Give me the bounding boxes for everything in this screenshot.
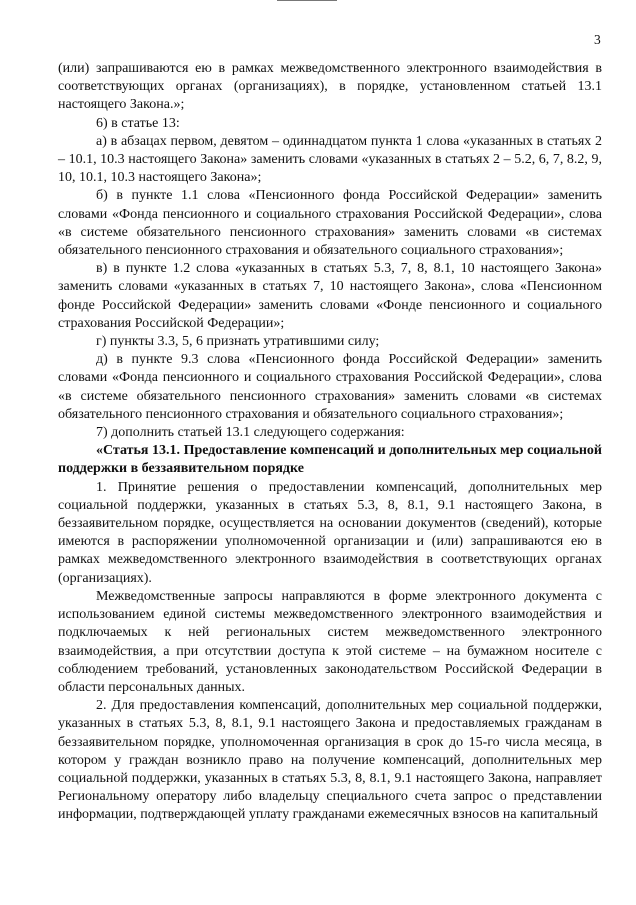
paragraph: б) в пункте 1.1 слова «Пенсионного фонда Российской Федерации» заменить словами «Фонда пенсионного и социального страхования Российской Федерации», слова «в системе обязательного пенсионного страхования» заменить словами «в системах обязательного пенсионного страхования и обязательного социального страхования»; <box>58 188 602 259</box>
document-body <box>58 60 602 825</box>
page-number: 3 <box>594 32 601 47</box>
paragraph: г) пункты 3.3, 5, 6 признать утратившими силу; <box>96 334 380 350</box>
paragraph: 1. Принятие решения о предоставлении компенсаций, дополнительных мер социальной поддержки, указанных в статьях 5.3, 8, 8.1, 9.1 настоящего Закона, в беззаявительном порядке, осуществляется на основании документов (сведений), которые имеются в распоряжении уполномоченной организации и (или) запрашиваются ею в рамках межведомственного электронного взаимодействия в соответствующих органах (организациях). <box>58 479 602 586</box>
top-rule <box>277 0 337 1</box>
paragraph: д) в пункте 9.3 слова «Пенсионного фонда Российской Федерации» заменить словами «Фонда пенсионного и социального страхования Российской Федерации», слова «в системе обязательного пенсионного страхования» заменить словами «в системах обязательного пенсионного страхования и обязательного социального страхования»; <box>58 352 602 422</box>
paragraph: 2. Для предоставления компенсаций, дополнительных мер социальной поддержки, указанных в статьях 5.3, 8, 8.1, 9.1 настоящего Закона и предоставляемых гражданам в беззаявительном порядке, уполномоченная организация в срок до 15-го числа месяца, в котором у граждан возникло право на получение компенсаций, дополнительных мер социальной поддержки, указанных в статьях 5.3, 8, 8.1, 9.1 настоящего Закона, направляет Региональному оператору либо владельцу специального счета запрос о представлении информации, подтверждающей уплату гражданами ежемесячных взносов на капитальный <box>58 698 602 823</box>
article-heading: «Статья 13.1. Предоставление компенсаций и дополнительных мер социальной поддержки в беззаявительном порядке <box>58 443 602 477</box>
paragraph: а) в абзацах первом, девятом – одиннадцатом пункта 1 слова «указанных в статьях 2 – 10.1, 10.3 настоящего Закона» заменить словами «указанных в статьях 2 – 5.2, 6, 7, 8.2, 9, 10, 10.1, 10.3 настоящего Закона»; <box>58 133 602 186</box>
paragraph: Межведомственные запросы направляются в форме электронного документа с использованием единой системы межведомственного электронного взаимодействия и подключаемых к ней региональных систем межведомственного электронного взаимодействия, а при отсутствии доступа к этой системе – на бумажном носителе с соблюдением требований, установленных законодательством Российской Федерации в области персональных данных. <box>58 588 602 695</box>
paragraph: 7) дополнить статьей 13.1 следующего содержания: <box>96 425 405 441</box>
paragraph: (или) запрашиваются ею в рамках межведомственного электронного взаимодействия в соответствующих органах (организациях), в порядке, установленном статьей 13.1 настоящего Закона.»; <box>58 61 602 113</box>
paragraph: 6) в статье 13: <box>96 115 180 131</box>
paragraph: в) в пункте 1.2 слова «указанных в статьях 5.3, 7, 8, 8.1, 10 настоящего Закона» заменить словами «указанных в статьях 7, 10 настоящего Закона», слова «Пенсионном фонде Российской Федерации» заменить словами «Фонде пенсионного и социального страхования Российской Федерации»; <box>58 261 602 331</box>
